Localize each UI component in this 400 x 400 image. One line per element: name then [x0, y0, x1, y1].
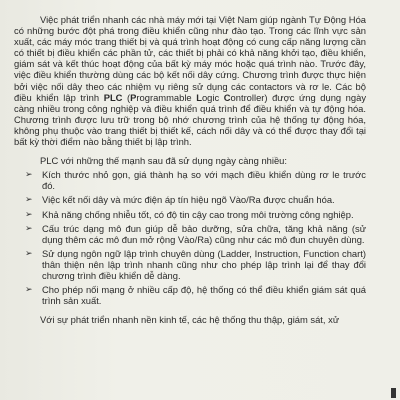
arrow-right-icon: ➢	[25, 194, 33, 205]
paragraph-text: Việc phát triển nhanh các nhà máy mới tại Việt Nam giúp ngành Tự Động Hóa có những bước đột phá trong điều khiển cũng như đào tạo. Trong các lĩnh vực sản xuất, các máy móc trang thiết bị và quá trình hoạt động có cung cấp năng lượng cần có thiết bị điều khiển các phần tử, các thiết bị phải có khả năng khởi tạo, điều khiển, giám sát và kết thúc hoạt động của bất kỳ máy móc hoặc quá trình nào. Trước đây, việc điều khiển thường dùng các bộ kết nối dây cứng. Chương trình được thực hiện bởi việc nối dây theo các nhiệm vụ riêng sử dụng các contactors và rơ le. Các bộ điều khiển lập trình	[14, 14, 366, 103]
paragraph-intro-plc	[14, 14, 366, 147]
arrow-right-icon: ➢	[25, 247, 33, 258]
document-body	[14, 14, 366, 325]
paragraph-strengths-intro: PLC với những thế mạnh sau đã sử dụng ngày càng nhiều:	[40, 155, 287, 167]
paragraph-tail: ) được ứng dụng ngày càng nhiều trong công nghiệp và điều khiển quá trình để điều khiển và tự động hóa. Chương trình được lưu trữ trong bộ nhớ chương trình của hệ thống tự động hóa, không phụ thuộc vào trang thiết bị thiết kế, cách nối dây và có thể được thay đổi tại bất kỳ thời điểm nào bằng thiết bị lập trình.	[14, 91, 367, 148]
list-item	[14, 284, 366, 306]
acronym-letter-l: L	[196, 91, 202, 103]
list-item-text: Cấu trúc dạng mô đun giúp dễ bảo dưỡng, sửa chữa, tăng khả năng (sử dụng thêm các mô đun mở rộng Vào/Ra) cũng như các mô đun chuyên dùng.	[42, 222, 366, 245]
arrow-right-icon: ➢	[25, 169, 33, 180]
list-item	[14, 248, 366, 281]
strengths-list	[14, 169, 366, 306]
arrow-right-icon: ➢	[25, 222, 33, 233]
list-item	[14, 194, 366, 205]
list-item	[14, 209, 366, 220]
list-item-text: Việc kết nối dây và mức điện áp tín hiệu ngõ Vào/Ra được chuẩn hóa.	[42, 194, 335, 206]
acronym-letter-c: C	[223, 91, 231, 103]
arrow-right-icon: ➢	[25, 284, 33, 295]
list-item-text: Cho phép nối mạng ở nhiều cấp độ, hệ thống có thể điều khiển giám sát quá trình sản xuất.	[42, 284, 366, 307]
list-item	[14, 223, 366, 245]
arrow-right-icon: ➢	[25, 208, 33, 219]
list-item-text: Kích thước nhỏ gọn, giá thành hạ so với mạch điều khiển dùng rơ le trước đó.	[42, 169, 366, 192]
acronym-letter-p: P	[130, 91, 137, 103]
list-item	[14, 169, 366, 191]
plc-term: PLC	[103, 91, 123, 103]
open-paren: (	[122, 91, 131, 103]
acronym-rest-c: ontroller	[230, 91, 265, 103]
list-item-text: Khả năng chống nhiễu tốt, có độ tin cậy cao trong môi trường công nghiệp.	[42, 208, 354, 220]
acronym-rest-l: ogic	[201, 91, 224, 103]
margin-mark	[391, 388, 396, 398]
acronym-rest-p: rogrammable	[136, 91, 197, 103]
list-item-text: Sử dụng ngôn ngữ lập trình chuyên dùng (Ladder, Instruction, Function chart) thân thiện nên lập trình nhanh cũng như cho phép lập trình lại để thay đổi chương trình điều khiển dễ dàng.	[42, 247, 366, 281]
paragraph-economy: Với sự phát triển nhanh nền kinh tế, các hệ thống thu thập, giám sát, xử	[40, 314, 340, 326]
